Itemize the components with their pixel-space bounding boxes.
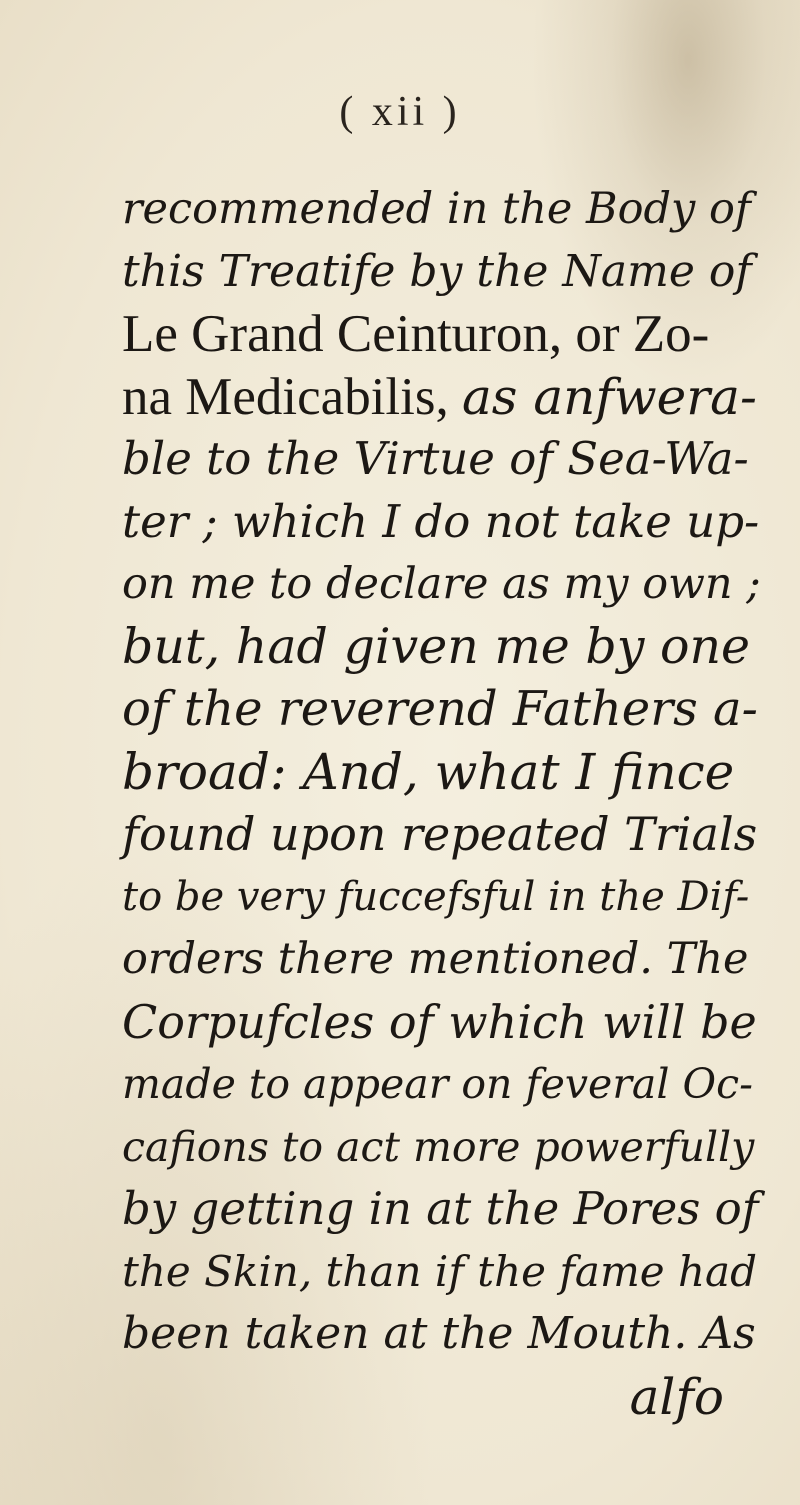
text-line-17: by getting in at the Pores of <box>122 1182 759 1235</box>
text-line-4-roman: na Medicabilis, <box>122 367 462 426</box>
text-line-19: been taken at the Mouth. As <box>122 1308 756 1359</box>
page-number: ( xii ) <box>339 89 461 135</box>
text-line-8: but, had given me by one <box>122 617 751 675</box>
text-line-18: the Skin, than if the fame had <box>122 1246 757 1296</box>
text-line-7: on me to declare as my own ; <box>122 559 761 609</box>
body-text <box>122 178 762 1428</box>
text-line-4 <box>122 366 762 429</box>
text-line-6: ter ; which I do not take up- <box>122 494 760 548</box>
text-line-1: recommended in the Body of <box>122 184 751 234</box>
text-line-16: cafions to act more powerfully <box>122 1122 755 1171</box>
text-line-13: orders there mentioned. The <box>122 934 749 984</box>
text-line-2: this Treatife by the Name of <box>122 245 752 297</box>
catchword: alfo <box>629 1367 724 1426</box>
text-line-5: ble to the Virtue of Sea-Wa- <box>122 432 749 485</box>
text-line-10: broad: And, what I fince <box>122 742 735 801</box>
text-line-4-italic: as anfwera- <box>462 367 757 426</box>
text-line-9: of the reverend Fathers a- <box>122 681 758 737</box>
text-line-11: found upon repeated Trials <box>122 807 758 861</box>
text-line-12: to be very fuccefsful in the Dif- <box>122 873 750 920</box>
text-line-3: Le Grand Ceinturon, or Zo- <box>122 305 710 363</box>
text-line-15: made to appear on feveral Oc- <box>122 1060 753 1108</box>
text-line-14: Corpufcles of which will be <box>122 994 757 1049</box>
